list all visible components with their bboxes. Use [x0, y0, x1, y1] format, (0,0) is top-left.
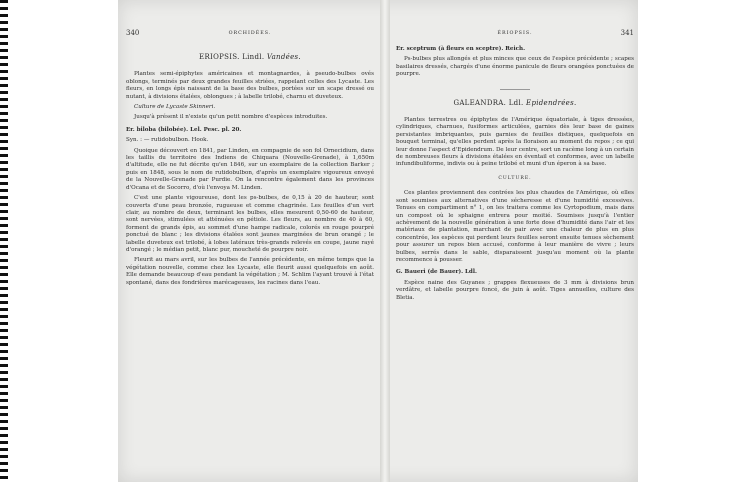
biloba-flowering: Fleurit au mars avril, sur les bulbes de l'année précédente, en même temps que la végétation nouvelle, comme chez les Lycaste, elle fleurit aussi quelquefois en août. Elle demande beaucoup d'eau pendant la végétation ; M. Schlim l'ayant trouvé à l'état spontané, dans des fondrières marécageuses, les racines dans l'eau.	[126, 257, 374, 286]
galeandra-culture: Ces plantes proviennent des contrées les plus chaudes de l'Amérique, où elles sont soumises aux alternatives d'une sécheresse et d'une humidité excessives. Tenues en compartiment n° 1, on les traitera comme les Cyrtopodium, mais dans un compost où le sphaigne entrera pour moitié. Soumises jusqu'à l'entier achèvement de la nouvelle génération à une forte dose d'humidité dans l'air et les matériaux de plantation, marchant de pair avec une chaleur de plus en plus concentrée, les espèces qui perdent leurs feuilles seront ensuite tenues sèchement pour assurer un repos bien accusé, conforme à leur manière de vivre ; leurs bulbes, serrés dans le sable, disparaissent jusqu'au moment où la plante recommence à pousser.	[396, 190, 634, 263]
eriopsis-description: Plantes semi-épiphytes américaines et montagnardes, à pseudo-bulbes ovés oblongs, terminés par deux grandes feuilles striées, rappelant celles des Lycaste. Les fleurs, en longs épis naissant de la base des bulbes, portées sur un scape dressé ou nutant, à divisions étalées, oblongues ; à labelle trilobé, charnu et duveteux.	[126, 71, 374, 100]
left-running-title: ORCHIDÉES.	[228, 31, 272, 36]
book-gutter	[380, 0, 390, 482]
right-page-number: 341	[620, 29, 634, 37]
eriopsis-heading	[126, 54, 374, 61]
galeandra-heading	[396, 100, 634, 107]
biloba-description: C'est une plante vigoureuse, dont les ps-bulbes, de 0,15 à 20 de hauteur, sont couverts d'une peau bronzée, rugueuse et comme chagrinée. Les feuilles d'un vert clair, au nombre de deux, terminant les bulbes, elles mesurent 0,50-60 de hauteur, sont nervées, stimulées et atténuées en pétiole. Les fleurs, au nombre de 40 à 60, forment de grands épis, au sommet d'une hampe radicale, colorés en rouge pourpré ponctué de blanc ; les divisions étalées sont jaunes marginées de brun orangé ; le labelle duveteux est trilobé, à lobes latéraux très-grands relevés en coupe, jaune rayé d'orangé ; le médian petit, blanc pur, moucheté de pourpre noir.	[126, 195, 374, 253]
left-running-head	[126, 30, 374, 40]
galeandra-description: Plantes terrestres ou épiphytes de l'Amérique équatoriale, à tiges dressées, cylindriques, charnues, fusiformes articulées, garnies dès leur base de gaines persistantes imbriquantes, puis garnies de feuilles distiques, quelquefois en bouquet terminal, qu'elles perdent après la floraison au moment du repos ; ce qui leur donne l'aspect d'Epidendrum. De leur centre, sort un racème long à un certain de nombreuses fleurs à divisions étalées en éventail et conformes, avec un labelle infundibuliforme, indivis ou à peine trilobé et muni d'un éperon à sa base.	[396, 117, 634, 168]
species-baueri: G. Baueri (de Bauer). Ldl.	[396, 269, 477, 276]
left-page	[126, 30, 374, 460]
scan-edge	[0, 0, 8, 482]
species-sceptrum: Er. sceptrum (à fleurs en sceptre). Reich.	[396, 46, 526, 52]
baueri-description: Espèce naine des Guyanes ; grappes flexueuses de 3 mm à divisions brun verdâtre, et labelle pourpre foncé, de juin à août. Tiges annuelles, culture des Bletia.	[396, 279, 634, 301]
eriopsis-note: Jusqu'à présent il n'existe qu'un petit nombre d'espèces introduites.	[134, 114, 328, 121]
right-running-title: ÉRIOPSIS.	[497, 31, 533, 36]
sceptrum-description: Ps-bulbes plus allongés et plus minces que ceux de l'espèce précédente ; scapes basilaires dressés, chargés d'une énorme panicule de fleurs orangées ponctuées de pourpre.	[396, 56, 634, 78]
right-running-head	[396, 30, 634, 40]
right-page	[396, 30, 634, 460]
species-biloba-synonym: Syn. : — rutidobulbon. Hook.	[126, 137, 209, 144]
left-page-number: 340	[126, 29, 140, 37]
eriopsis-heading-tribe: Vandées.	[266, 53, 301, 61]
biloba-history: Quoique découvert en 1841, par Linden, en compagnie de son fol Ornecidium, dans les taillis du territoire des Indiens de Chiquara (Nouvelle-Grenade), à 1,650m d'altitude, elle ne fut décrite qu'en 1846, sur un exemplaire de la collection Barker ; puis en 1848, sous le nom de rutidobulbon, d'après un exemplaire vigoureux envoyé de la Nouvelle-Grenade par Purdie. On la rencontre également dans les provinces d'Ocana et de Socorro, d'où l'envoya M. Linden.	[126, 147, 374, 191]
galeandra-heading-text: GALEANDRA. Ldl.	[453, 98, 524, 107]
eriopsis-heading-text: ERIOPSIS. Lindl.	[199, 53, 265, 61]
eriopsis-culture: Culture de Lycaste Skinneri.	[134, 104, 216, 111]
galeandra-heading-tribe: Epidendrées.	[526, 98, 577, 107]
culture-heading: CULTURE.	[498, 175, 532, 181]
section-divider	[500, 89, 530, 90]
species-biloba: Er. biloba (bilobée). Lel. Pesc. pl. 20.	[126, 126, 242, 133]
